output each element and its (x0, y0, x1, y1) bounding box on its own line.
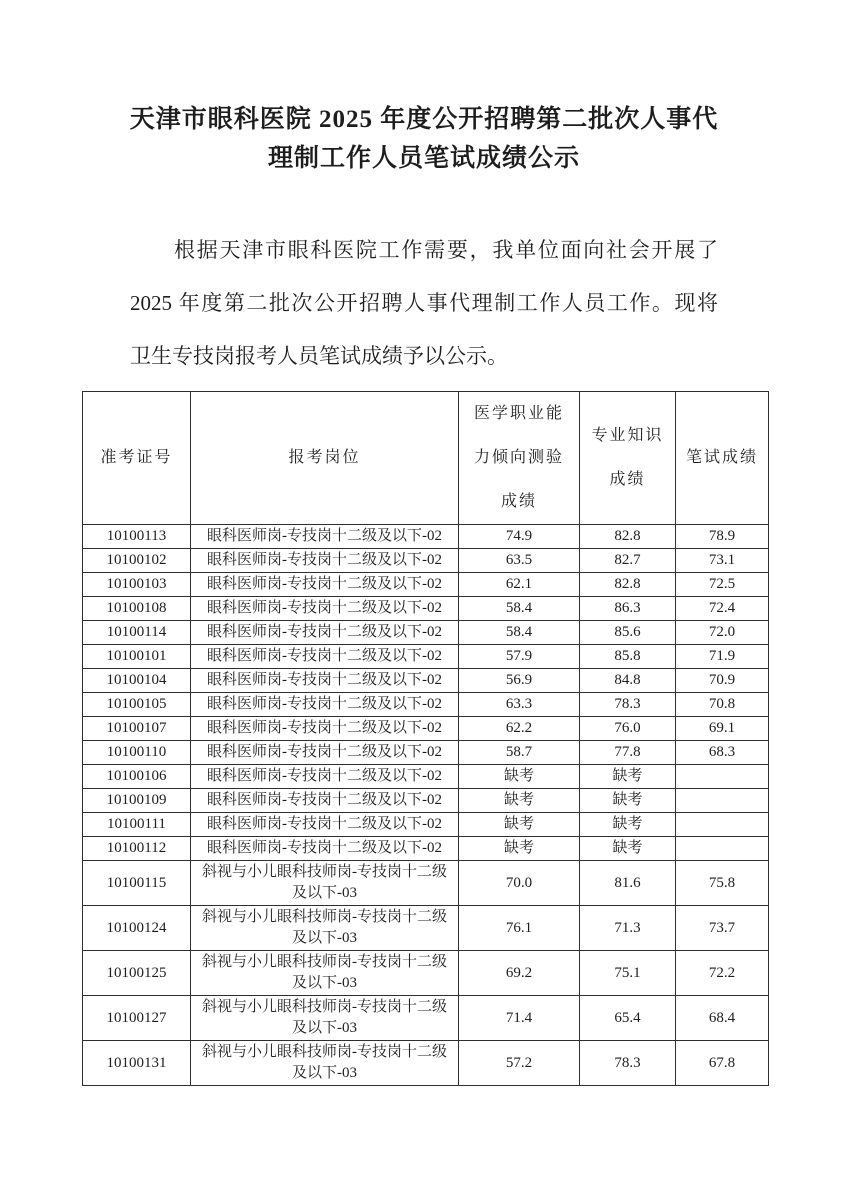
position-cell: 眼科医师岗-专技岗十二级及以下-02 (191, 525, 459, 549)
aptitude-score-cell: 74.9 (459, 525, 580, 549)
admission-number-cell: 10100125 (83, 951, 191, 996)
written-score-cell: 72.4 (676, 597, 769, 621)
written-score-cell (676, 837, 769, 861)
intro-line: 2025 年度第二批次公开招聘人事代理制工作人员工作。现将 (130, 291, 718, 315)
knowledge-score-cell: 75.1 (580, 951, 676, 996)
table-row (83, 693, 769, 717)
position-cell: 眼科医师岗-专技岗十二级及以下-02 (191, 693, 459, 717)
aptitude-score-cell: 70.0 (459, 861, 580, 906)
position-cell: 眼科医师岗-专技岗十二级及以下-02 (191, 645, 459, 669)
knowledge-score-cell: 缺考 (580, 813, 676, 837)
table-row (83, 741, 769, 765)
title-line-1: 天津市眼科医院 2025 年度公开招聘第二批次人事代 (129, 106, 719, 133)
table-row (83, 906, 769, 951)
knowledge-score-cell: 缺考 (580, 765, 676, 789)
table-row (83, 789, 769, 813)
table-row (83, 861, 769, 906)
table-row (83, 525, 769, 549)
aptitude-score-cell: 56.9 (459, 669, 580, 693)
position-cell: 斜视与小儿眼科技师岗-专技岗十二级及以下-03 (191, 951, 459, 996)
aptitude-score-cell: 缺考 (459, 765, 580, 789)
knowledge-score-cell: 缺考 (580, 789, 676, 813)
admission-number-cell: 10100111 (83, 813, 191, 837)
admission-number-cell: 10100106 (83, 765, 191, 789)
table-row (83, 669, 769, 693)
results-table-body (83, 525, 769, 1086)
aptitude-score-cell: 69.2 (459, 951, 580, 996)
admission-number-cell: 10100115 (83, 861, 191, 906)
written-score-cell (676, 813, 769, 837)
knowledge-score-cell: 77.8 (580, 741, 676, 765)
aptitude-score-cell: 63.3 (459, 693, 580, 717)
knowledge-score-cell: 65.4 (580, 996, 676, 1041)
written-score-cell: 73.7 (676, 906, 769, 951)
intro-line: 根据天津市眼科医院工作需要，我单位面向社会开展了 (174, 238, 718, 262)
results-table (82, 391, 769, 1086)
col-header-aptitude-score: 医学职业能力倾向测验成绩 (459, 392, 580, 525)
position-cell: 眼科医师岗-专技岗十二级及以下-02 (191, 621, 459, 645)
aptitude-score-cell: 76.1 (459, 906, 580, 951)
knowledge-score-cell: 85.8 (580, 645, 676, 669)
written-score-cell: 67.8 (676, 1041, 769, 1086)
position-cell: 眼科医师岗-专技岗十二级及以下-02 (191, 765, 459, 789)
table-row (83, 573, 769, 597)
table-header-row (83, 392, 769, 525)
written-score-cell: 78.9 (676, 525, 769, 549)
table-row (83, 621, 769, 645)
title-line-2: 理制工作人员笔试成绩公示 (267, 145, 580, 172)
knowledge-score-cell: 86.3 (580, 597, 676, 621)
table-row (83, 597, 769, 621)
document-title (115, 0, 733, 178)
table-row (83, 1041, 769, 1086)
table-row (83, 996, 769, 1041)
admission-number-cell: 10100110 (83, 741, 191, 765)
admission-number-cell: 10100101 (83, 645, 191, 669)
table-row (83, 951, 769, 996)
position-cell: 眼科医师岗-专技岗十二级及以下-02 (191, 597, 459, 621)
position-cell: 斜视与小儿眼科技师岗-专技岗十二级及以下-03 (191, 1041, 459, 1086)
admission-number-cell: 10100113 (83, 525, 191, 549)
admission-number-cell: 10100107 (83, 717, 191, 741)
position-cell: 眼科医师岗-专技岗十二级及以下-02 (191, 789, 459, 813)
aptitude-score-cell: 缺考 (459, 789, 580, 813)
table-row (83, 549, 769, 573)
table-row (83, 837, 769, 861)
aptitude-score-cell: 57.2 (459, 1041, 580, 1086)
position-cell: 眼科医师岗-专技岗十二级及以下-02 (191, 837, 459, 861)
position-cell: 斜视与小儿眼科技师岗-专技岗十二级及以下-03 (191, 906, 459, 951)
aptitude-score-cell: 62.1 (459, 573, 580, 597)
admission-number-cell: 10100131 (83, 1041, 191, 1086)
position-cell: 斜视与小儿眼科技师岗-专技岗十二级及以下-03 (191, 861, 459, 906)
aptitude-score-cell: 缺考 (459, 813, 580, 837)
written-score-cell: 72.0 (676, 621, 769, 645)
table-row (83, 765, 769, 789)
table-row (83, 717, 769, 741)
knowledge-score-cell: 85.6 (580, 621, 676, 645)
admission-number-cell: 10100114 (83, 621, 191, 645)
position-cell: 眼科医师岗-专技岗十二级及以下-02 (191, 813, 459, 837)
written-score-cell: 69.1 (676, 717, 769, 741)
written-score-cell: 68.4 (676, 996, 769, 1041)
position-cell: 眼科医师岗-专技岗十二级及以下-02 (191, 669, 459, 693)
knowledge-score-cell: 76.0 (580, 717, 676, 741)
intro-line: 卫生专技岗报考人员笔试成绩予以公示。 (130, 344, 508, 368)
position-cell: 斜视与小儿眼科技师岗-专技岗十二级及以下-03 (191, 996, 459, 1041)
col-header-knowledge-score: 专业知识成绩 (580, 392, 676, 525)
admission-number-cell: 10100102 (83, 549, 191, 573)
written-score-cell (676, 789, 769, 813)
position-cell: 眼科医师岗-专技岗十二级及以下-02 (191, 717, 459, 741)
aptitude-score-cell: 57.9 (459, 645, 580, 669)
admission-number-cell: 10100105 (83, 693, 191, 717)
admission-number-cell: 10100124 (83, 906, 191, 951)
written-score-cell: 72.5 (676, 573, 769, 597)
written-score-cell: 73.1 (676, 549, 769, 573)
aptitude-score-cell: 58.4 (459, 621, 580, 645)
table-row (83, 645, 769, 669)
table-row (83, 813, 769, 837)
written-score-cell: 71.9 (676, 645, 769, 669)
written-score-cell: 75.8 (676, 861, 769, 906)
admission-number-cell: 10100104 (83, 669, 191, 693)
admission-number-cell: 10100127 (83, 996, 191, 1041)
aptitude-score-cell: 58.7 (459, 741, 580, 765)
written-score-cell (676, 765, 769, 789)
written-score-cell: 70.8 (676, 693, 769, 717)
aptitude-score-cell: 缺考 (459, 837, 580, 861)
knowledge-score-cell: 84.8 (580, 669, 676, 693)
position-cell: 眼科医师岗-专技岗十二级及以下-02 (191, 741, 459, 765)
written-score-cell: 68.3 (676, 741, 769, 765)
col-header-written-score: 笔试成绩 (676, 392, 769, 525)
knowledge-score-cell: 71.3 (580, 906, 676, 951)
knowledge-score-cell: 82.8 (580, 525, 676, 549)
aptitude-score-cell: 71.4 (459, 996, 580, 1041)
position-cell: 眼科医师岗-专技岗十二级及以下-02 (191, 549, 459, 573)
aptitude-score-cell: 63.5 (459, 549, 580, 573)
aptitude-score-cell: 62.2 (459, 717, 580, 741)
admission-number-cell: 10100109 (83, 789, 191, 813)
col-header-position: 报考岗位 (191, 392, 459, 525)
admission-number-cell: 10100112 (83, 837, 191, 861)
aptitude-score-cell: 58.4 (459, 597, 580, 621)
knowledge-score-cell: 78.3 (580, 693, 676, 717)
position-cell: 眼科医师岗-专技岗十二级及以下-02 (191, 573, 459, 597)
admission-number-cell: 10100103 (83, 573, 191, 597)
written-score-cell: 70.9 (676, 669, 769, 693)
knowledge-score-cell: 缺考 (580, 837, 676, 861)
knowledge-score-cell: 78.3 (580, 1041, 676, 1086)
col-header-admission-number: 准考证号 (83, 392, 191, 525)
intro-paragraph (130, 224, 718, 383)
admission-number-cell: 10100108 (83, 597, 191, 621)
written-score-cell: 72.2 (676, 951, 769, 996)
knowledge-score-cell: 82.8 (580, 573, 676, 597)
knowledge-score-cell: 82.7 (580, 549, 676, 573)
knowledge-score-cell: 81.6 (580, 861, 676, 906)
